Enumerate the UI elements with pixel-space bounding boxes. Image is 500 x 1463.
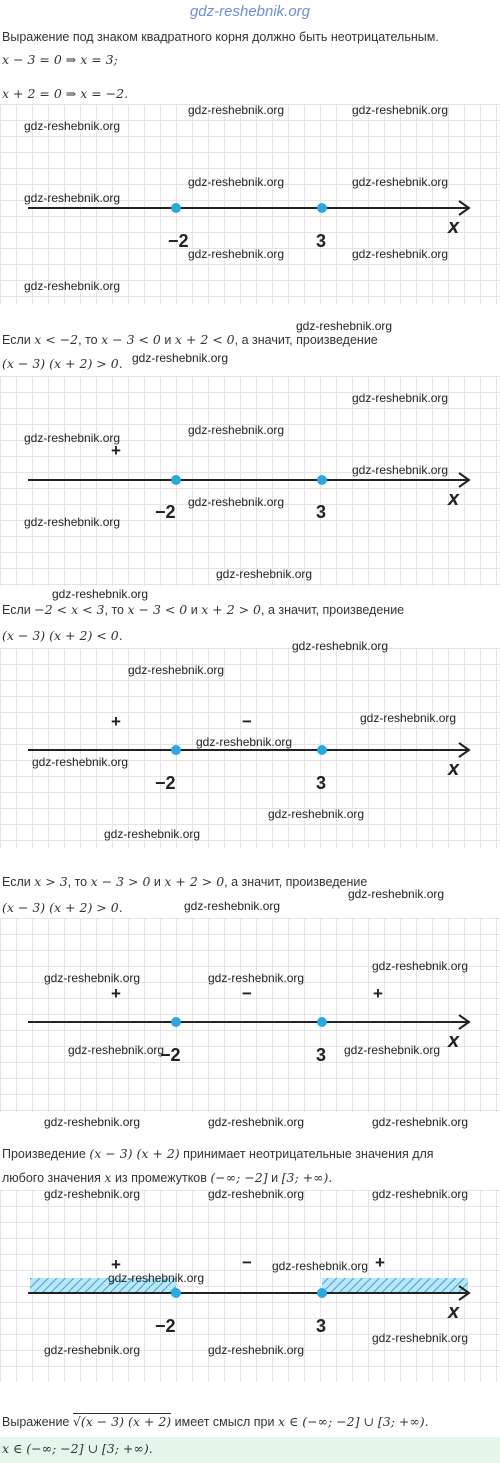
watermark: gdz-reshebnik.org [372,1187,469,1201]
point-3 [317,745,327,755]
watermark: gdz-reshebnik.org [24,191,121,205]
point-3 [317,1288,327,1298]
watermark: gdz-reshebnik.org [208,1187,305,1201]
sign-plus-right: + [375,1253,385,1272]
number-line-2 [0,376,500,586]
watermark: gdz-reshebnik.org [344,1043,441,1057]
sign-minus-middle: − [242,984,252,1003]
label-x: x [448,1030,460,1052]
label-x: x [448,1301,460,1323]
watermark: gdz-reshebnik.org [352,175,449,189]
watermark: gdz-reshebnik.org [44,1187,141,1201]
watermark: gdz-reshebnik.org [188,423,285,437]
hatched-interval-right [322,1278,468,1292]
step1-line1: Если x < −2, то x − 3 < 0 и x + 2 < 0, а значит, произведение [2,332,378,347]
point-minus-2 [171,1288,181,1298]
watermark: gdz-reshebnik.org [360,711,457,725]
point-minus-2 [171,475,181,485]
step2-line1: Если −2 < x < 3, то x − 3 < 0 и x + 2 > 0, а значит, произведение [2,602,405,617]
watermark: gdz-reshebnik.org [108,1271,205,1285]
watermark: gdz-reshebnik.org [216,567,313,581]
label-minus-2: −2 [155,1316,176,1336]
watermark: gdz-reshebnik.org [352,391,449,405]
watermark: gdz-reshebnik.org [24,515,121,529]
watermark: gdz-reshebnik.org [196,735,293,749]
watermark: gdz-reshebnik.org [348,887,445,901]
site-header-link[interactable]: gdz-reshebnik.org [189,3,311,20]
label-3: 3 [316,1316,327,1336]
sign-minus-middle: − [242,1253,252,1272]
point-3 [317,203,327,213]
watermark: gdz-reshebnik.org [104,827,201,841]
watermark: gdz-reshebnik.org [208,971,305,985]
sign-minus-middle: − [242,712,252,731]
watermark: gdz-reshebnik.org [272,1259,369,1273]
watermark: gdz-reshebnik.org [44,971,141,985]
label-x: x [448,758,460,780]
sign-plus-left: + [111,712,121,731]
conclusion-line2: любого значения x из промежутков (−∞; −2] и [3; +∞). [2,1170,333,1185]
watermark: gdz-reshebnik.org [188,495,285,509]
watermark: gdz-reshebnik.org [32,755,129,769]
watermark: gdz-reshebnik.org [188,103,285,117]
watermark: gdz-reshebnik.org [372,959,469,973]
point-3 [317,1017,327,1027]
answer-text: x ∈ (−∞; −2] ∪ [3; +∞). [2,1441,153,1456]
equation-1: x − 3 = 0 ⇒ x = 3; [2,52,118,67]
sign-plus-right: + [373,984,383,1003]
label-minus-2: −2 [160,1045,181,1065]
watermark: gdz-reshebnik.org [188,175,285,189]
label-3: 3 [316,502,327,522]
step3-line1: Если x > 3, то x − 3 > 0 и x + 2 > 0, а значит, произведение [2,874,368,889]
watermark: gdz-reshebnik.org [44,1115,141,1129]
watermark: gdz-reshebnik.org [188,247,285,261]
watermark: gdz-reshebnik.org [132,351,229,365]
point-minus-2 [171,745,181,755]
number-line-panel-2 [0,376,500,586]
equation-2: x + 2 = 0 ⇒ x = −2. [2,86,129,101]
label-x: x [448,488,460,510]
step2-product: (x − 3) (x + 2) < 0. [2,628,123,643]
label-3: 3 [316,773,327,793]
watermark: gdz-reshebnik.org [292,639,389,653]
step3-product: (x − 3) (x + 2) > 0. [2,900,123,915]
watermark: gdz-reshebnik.org [52,587,149,601]
watermark: gdz-reshebnik.org [68,1043,165,1057]
sign-plus-left: + [111,984,121,1003]
watermark: gdz-reshebnik.org [208,1343,305,1357]
watermark: gdz-reshebnik.org [268,807,365,821]
label-minus-2: −2 [155,502,176,522]
point-minus-2 [171,1017,181,1027]
sign-plus-left: + [111,441,121,460]
intro-text: Выражение под знаком квадратного корня должно быть неотрицательным. [2,30,439,44]
watermark: gdz-reshebnik.org [372,1115,469,1129]
watermark: gdz-reshebnik.org [352,103,449,117]
point-3 [317,475,327,485]
watermark: gdz-reshebnik.org [24,279,121,293]
point-minus-2 [171,203,181,213]
label-3: 3 [316,231,327,251]
conclusion-line1: Произведение (x − 3) (x + 2) принимает неотрицательные значения для [2,1146,434,1161]
sign-plus-left: + [111,1255,121,1274]
watermark: gdz-reshebnik.org [372,1331,469,1345]
watermark: gdz-reshebnik.org [128,663,225,677]
watermark: gdz-reshebnik.org [24,119,121,133]
number-line-panel-4 [0,918,500,1112]
watermark: gdz-reshebnik.org [208,1115,305,1129]
label-minus-2: −2 [155,773,176,793]
label-minus-2: −2 [168,231,189,251]
watermark: gdz-reshebnik.org [44,1343,141,1357]
answer-box [0,1437,500,1463]
watermark: gdz-reshebnik.org [352,463,449,477]
label-x: x [448,216,460,238]
step1-product: (x − 3) (x + 2) > 0. [2,356,123,371]
final-statement: Выражение √(x − 3) (x + 2) имеет смысл при x ∈ (−∞; −2] ∪ [3; +∞). [2,1414,429,1429]
label-3: 3 [316,1045,327,1065]
watermark: gdz-reshebnik.org [24,431,121,445]
number-line-4 [0,918,500,1112]
watermark: gdz-reshebnik.org [296,319,393,333]
watermark: gdz-reshebnik.org [352,247,449,261]
watermark: gdz-reshebnik.org [184,899,281,913]
